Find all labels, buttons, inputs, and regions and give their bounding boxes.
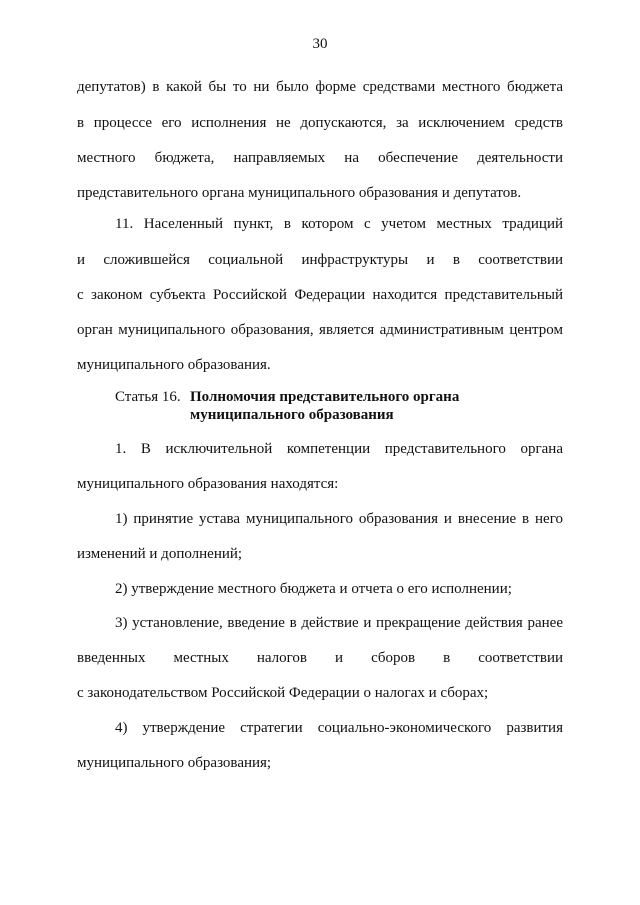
text-line: изменений и дополнений;: [77, 546, 243, 562]
text-line: с законодательством Российской Федерации о налогах и сборах;: [77, 685, 489, 701]
text-line: 3) установление, введение в действие и прекращение действия ранее: [115, 615, 563, 631]
article-title-line: Полномочия представительного органа: [190, 389, 460, 405]
text-line: муниципального образования.: [77, 357, 271, 373]
text-line: 4) утверждение стратегии социально-экономического развития: [115, 720, 563, 736]
text-line: 1) принятие устава муниципального образования и внесение в него: [115, 511, 563, 527]
text-line: 2) утверждение местного бюджета и отчета о его исполнении;: [115, 581, 512, 597]
text-line: представительного органа муниципального образования и депутатов.: [77, 185, 522, 201]
text-line: муниципального образования находятся:: [77, 476, 339, 492]
text-line: орган муниципального образования, является административным центром: [77, 322, 563, 338]
text-line: местного бюджета, направляемых на обеспечение деятельности: [77, 150, 563, 166]
article-title-line: муниципального образования: [190, 407, 394, 423]
text-line: с законом субъекта Российской Федерации находится представительный: [77, 287, 563, 303]
text-line: в процессе его исполнения не допускаются, за исключением средств: [77, 115, 563, 131]
text-line: и сложившейся социальной инфраструктуры и в соответствии: [77, 252, 563, 268]
page-number: 30: [312, 36, 328, 52]
article-title: [190, 388, 459, 424]
text-line: 1. В исключительной компетенции представительного органа: [115, 441, 563, 457]
article-label: Статья 16.: [115, 389, 181, 405]
text-line: депутатов) в какой бы то ни было форме средствами местного бюджета: [77, 79, 563, 95]
text-line: 11. Населенный пункт, в котором с учетом местных традиций: [115, 216, 563, 232]
text-line: муниципального образования;: [77, 755, 272, 771]
text-line: введенных местных налогов и сборов в соответствии: [77, 650, 563, 666]
